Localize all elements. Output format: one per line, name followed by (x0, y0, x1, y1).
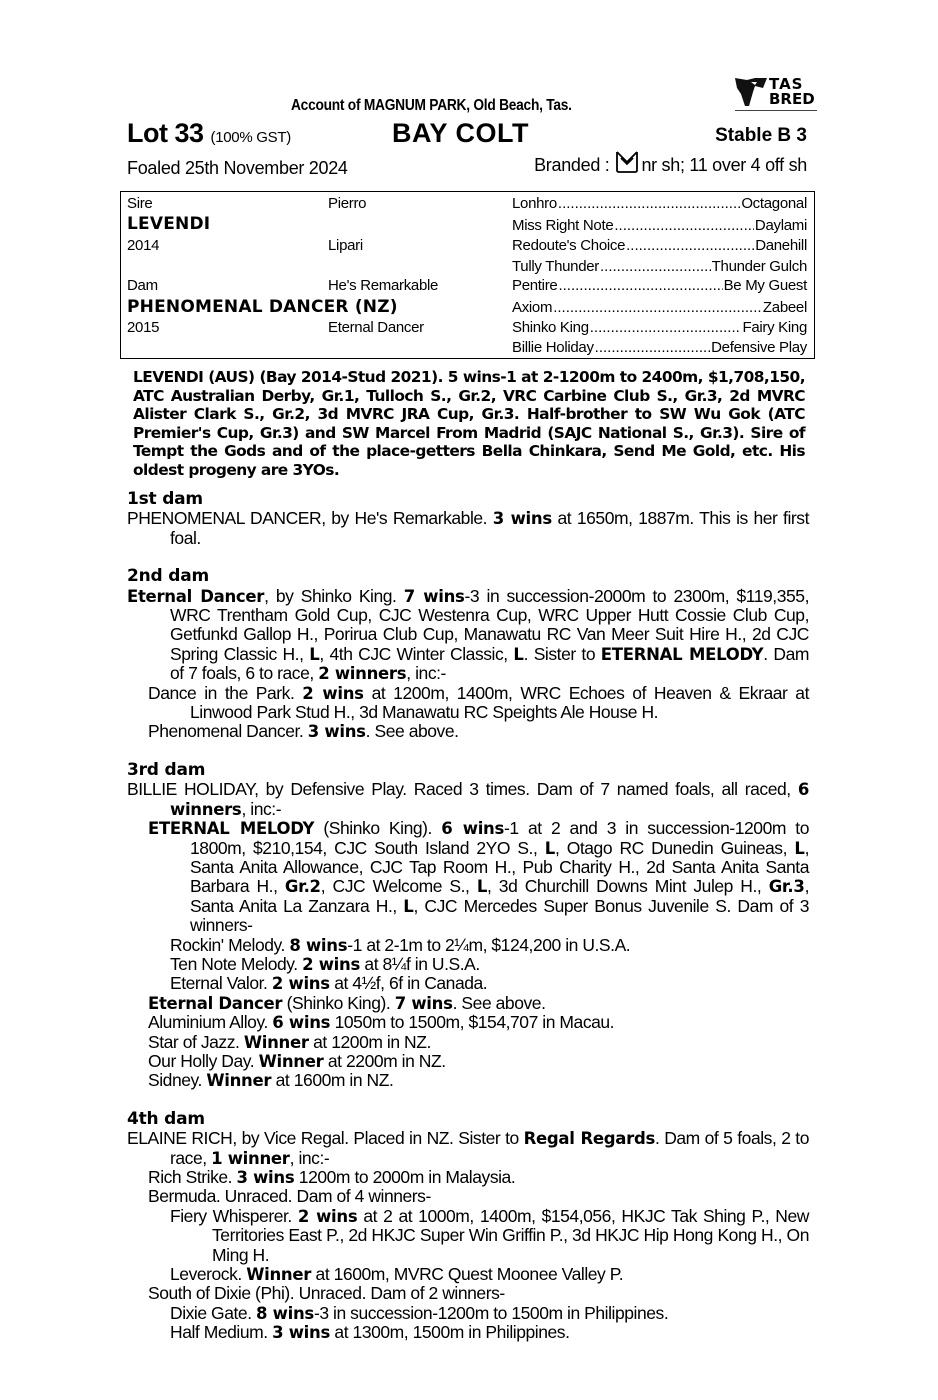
sire-description: LEVENDI (AUS) (Bay 2014-Stud 2021). 5 wins-1 at 2-1200m to 2400m, $1,708,150, ATC Australian Derby, Gr.1, Tulloch S., Gr.2, VRC Carbine Club S., Gr.3, 2d MVRC Alister Clark S., Gr.2, 3d MVRC JRA Cup, Gr.3. Half-brother to SW Wu Gok (ATC Premier's Cup, Gr.3) and SW Marcel From Madrid (SAJC National S., Gr.3). Sire of Tempt the Gods and of the place-getters Bella Chinkara, Send Me Gold, etc. His oldest progeny are 3YOs. (133, 368, 805, 479)
dam-label: Dam (127, 277, 158, 294)
lot-title: BAY COLT (392, 118, 530, 148)
leader-dots (590, 319, 742, 336)
dam-sire: He's Remarkable (328, 277, 439, 294)
progeny-entry: Sidney. Winner at 1600m in NZ. (148, 1070, 394, 1091)
dam-lines (127, 490, 809, 1343)
dam-name: PHENOMENAL DANCER (NZ) (127, 297, 398, 317)
ancestor-row: Redoute's Choice ..... Danehill (512, 237, 807, 254)
sire-year: 2014 (127, 237, 160, 254)
leader-dots (626, 237, 754, 254)
progeny-entry: Bermuda. Unraced. Dam of 4 winners- (148, 1186, 431, 1207)
dam-year: 2015 (127, 319, 160, 336)
foaled-date: Foaled 25th November 2024 (127, 158, 348, 178)
leader-dots (595, 339, 710, 356)
brand-mark-icon (615, 150, 639, 174)
leader-dots (614, 217, 754, 234)
logo-text-bred: BRED (769, 90, 815, 108)
horse-head-logo-icon (733, 76, 769, 108)
lot-number (127, 118, 291, 149)
progeny-entry: Star of Jazz. Winner at 1200m in NZ. (148, 1031, 431, 1052)
progeny-entry: Eternal Valor. 2 wins at 4½f, 6f in Canada. (170, 973, 488, 994)
dam-entry: ELAINE RICH, by Vice Regal. Placed in NZ. Sister to Regal Regards. Dam of 5 foals, 2 to race, 1 winner, inc:- (127, 1128, 809, 1168)
sire-label: Sire (127, 195, 153, 212)
progeny-entry: Ten Note Melody. 2 wins at 8¼f in U.S.A. (170, 953, 480, 974)
progeny-entry: Rockin' Melody. 8 wins-1 at 2-1m to 2¼m, $124,200 in U.S.A. (170, 934, 631, 955)
third-dam-heading: 3rd dam (127, 759, 206, 780)
logo-text-tas: TAS (769, 75, 804, 93)
progeny-entry: Leverock. Winner at 1600m, MVRC Quest Moonee Valley P. (170, 1264, 624, 1285)
tasbred-logo (733, 76, 819, 116)
branded-text: nr sh; 11 over 4 off sh (641, 155, 807, 175)
sire-sire: Pierro (328, 195, 367, 212)
progeny-entry: Rich Strike. 3 wins 1200m to 2000m in Malaysia. (148, 1167, 516, 1187)
fourth-dam-heading: 4th dam (127, 1108, 205, 1129)
sire-dam: Lipari (328, 237, 363, 254)
ancestor-row: Tully Thunder ..... Thunder Gulch (512, 258, 807, 275)
progeny-entry: Eternal Dancer (Shinko King). 7 wins. See above. (148, 992, 546, 1013)
dam-entry: BILLIE HOLIDAY, by Defensive Play. Raced 3 times. Dam of 7 named foals, all raced, 6 winners, inc:- (127, 779, 809, 819)
ancestor-row: Shinko King ..... Fairy King (512, 319, 807, 336)
second-dam-heading: 2nd dam (127, 566, 209, 587)
logo-tagline-rule (735, 110, 817, 111)
leader-dots (558, 277, 722, 294)
lot-label: Lot 33 (127, 118, 204, 148)
progeny-entry: South of Dixie (Phi). Unraced. Dam of 2 winners- (148, 1283, 505, 1304)
progeny-entry: Half Medium. 3 wins at 1300m, 1500m in Philippines. (170, 1322, 570, 1343)
leader-dots (553, 299, 762, 316)
ancestor-row: Axiom ..... Zabeel (512, 299, 807, 316)
sire-name: LEVENDI (127, 214, 211, 234)
first-dam-heading: 1st dam (127, 489, 203, 509)
progeny-entry: Fiery Whisperer. 2 wins at 2 at 1000m, 1400m, $154,056, HKJC Tak Shing P., New Territories East P., 2d HKJC Super Win Griffin P., 3d HKJC Hip Hong Kong H., On Ming H. (170, 1205, 809, 1265)
ancestor-row: Miss Right Note ..... Daylami (512, 217, 807, 234)
ancestor-row: Billie Holiday ..... Defensive Play (512, 339, 807, 356)
progeny-entry: Aluminium Alloy. 6 wins 1050m to 1500m, $154,707 in Macau. (148, 1012, 615, 1033)
branded-label: Branded : (534, 155, 610, 175)
progeny-entry: Our Holly Day. Winner at 2200m in NZ. (148, 1050, 446, 1071)
progeny-entry: Dixie Gate. 8 wins-3 in succession-1200m to 1500m in Philippines. (170, 1302, 669, 1323)
progeny-entry: Phenomenal Dancer. 3 wins. See above. (148, 721, 459, 742)
dam-entry: Eternal Dancer, by Shinko King. 7 wins-3 in succession-2000m to 2300m, $119,355, WRC Trentham Gold Cup, CJC Westenra Cup, WRC Upper Hutt Cossie Club Cup, Getfunkd Gallop H., Porirua Club Cup, Manawatu RC Van Meer Suit Hire H., 2d CJC Spring Classic H., L, 4th CJC Winter Classic, L. Sister to ETERNAL MELODY. Dam of 7 foals, 6 to race, 2 winners, inc:- (127, 585, 809, 684)
gst-note: (100% GST) (210, 129, 291, 146)
ancestor-row: Pentire ..... Be My Guest (512, 277, 807, 294)
brand-description (534, 150, 807, 176)
progeny-entry: ETERNAL MELODY (Shinko King). 6 wins-1 at 2 and 3 in succession-1200m to 1800m, $210,154, CJC South Island 2YO S., L, Otago RC Dunedin Guineas, L, Santa Anita Allowance, CJC Tap Room H., Pub Charity H., 2d Santa Anita Santa Barbara H., Gr.2, CJC Welcome S., L, 3d Churchill Downs Mint Julep H., Gr.3, Santa Anita La Zanzara H., L, CJC Mercedes Super Bonus Juvenile S. Dam of 3 winners- (148, 818, 809, 936)
ancestor-row: Lonhro ..... Octagonal (512, 195, 807, 212)
dam-dam: Eternal Dancer (328, 319, 424, 336)
vendor-account: Account of MAGNUM PARK, Old Beach, Tas. (291, 97, 572, 114)
stable-location: Stable B 3 (715, 125, 807, 146)
leader-dots (600, 258, 711, 275)
leader-dots (558, 195, 740, 212)
pedigree-table (120, 191, 815, 359)
progeny-entry: Dance in the Park. 2 wins at 1200m, 1400m, WRC Echoes of Heaven & Ekraar at Linwood Park Stud H., 3d Manawatu RC Speights Ale House H. (148, 682, 809, 723)
dam-entry: PHENOMENAL DANCER, by He's Remarkable. 3 wins at 1650m, 1887m. This is her first foal. (127, 508, 809, 548)
